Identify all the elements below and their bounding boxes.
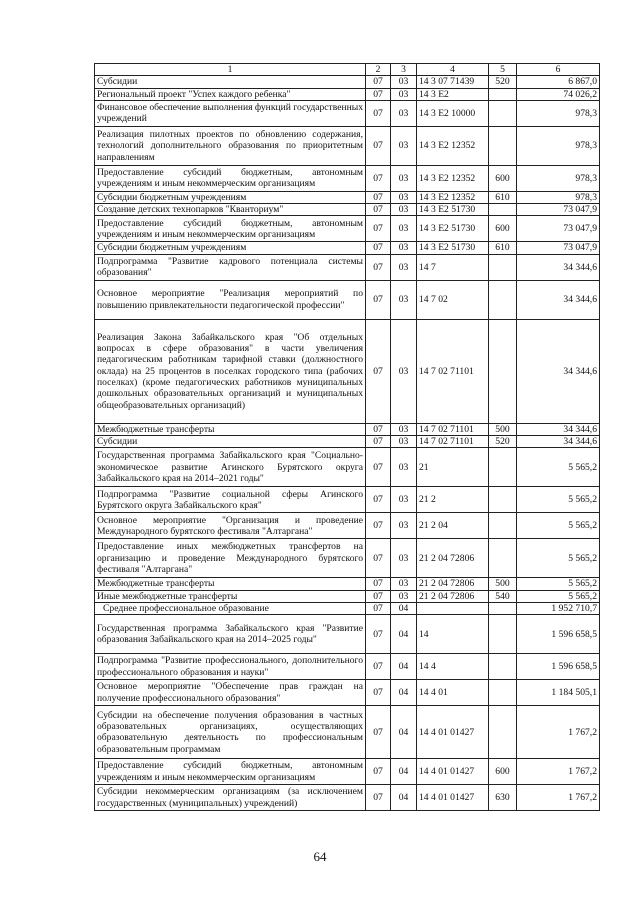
row-section: 07 — [366, 126, 391, 165]
row-amount: 5 565,2 — [517, 539, 600, 578]
table-row — [95, 436, 600, 448]
row-subsection: 03 — [391, 539, 417, 578]
row-expense-type — [489, 513, 517, 539]
row-name: Подпрограмма "Развитие кадрового потенциала системы образования" — [95, 254, 366, 280]
table-row — [95, 204, 600, 216]
row-subsection: 03 — [391, 100, 417, 126]
header-col-1: 1 — [95, 64, 366, 76]
row-expense-type — [489, 487, 517, 513]
row-section: 07 — [366, 423, 391, 435]
row-expense-type — [489, 126, 517, 165]
row-target-code: 21 2 04 72806 — [417, 590, 489, 602]
row-section: 07 — [366, 654, 391, 680]
row-target-code: 21 2 04 72806 — [417, 539, 489, 578]
row-name: Подпрограмма "Развитие социальной сферы Агинского Бурятского округа Забайкальского края" — [95, 487, 366, 513]
row-section: 07 — [366, 759, 391, 785]
table-row — [95, 165, 600, 191]
table-row — [95, 615, 600, 654]
row-section: 07 — [366, 191, 391, 203]
row-subsection: 04 — [391, 680, 417, 706]
row-amount: 34 344,6 — [517, 319, 600, 423]
row-section: 07 — [366, 513, 391, 539]
row-expense-type — [489, 680, 517, 706]
row-expense-type: 600 — [489, 759, 517, 785]
table-row — [95, 759, 600, 785]
row-subsection: 03 — [391, 204, 417, 216]
row-target-code: 14 3 E2 12352 — [417, 165, 489, 191]
row-name: Реализация Закона Забайкальского края "Об отдельных вопросах в сфере образования" в части увеличения педагогическим работникам тарифной ставки (должностного оклада) на 25 процентов в поселках городского типа (рабочих поселках) (кроме педагогических работников муниципальных дошкольных образовательных организаций и муниципальных общеобразовательных организаций) — [95, 319, 366, 423]
row-expense-type: 520 — [489, 436, 517, 448]
table-row — [95, 280, 600, 319]
row-target-code: 14 3 E2 10000 — [417, 100, 489, 126]
row-expense-type: 600 — [489, 165, 517, 191]
row-target-code: 14 3 E2 12352 — [417, 191, 489, 203]
row-amount: 5 565,2 — [517, 448, 600, 487]
row-expense-type: 600 — [489, 216, 517, 242]
table-header-row — [95, 64, 600, 76]
row-subsection: 03 — [391, 126, 417, 165]
row-name: Предоставление иных межбюджетных трансфертов на организацию и проведение Международного бурятского фестиваля "Алтаргана" — [95, 539, 366, 578]
row-section: 07 — [366, 590, 391, 602]
row-section: 07 — [366, 280, 391, 319]
table-row — [95, 448, 600, 487]
row-subsection: 03 — [391, 423, 417, 435]
header-col-6: 6 — [517, 64, 600, 76]
row-name: Субсидии некоммерческим организациям (за исключением государственных (муниципальных) учреждений) — [95, 785, 366, 811]
row-section: 07 — [366, 785, 391, 811]
row-expense-type — [489, 706, 517, 759]
row-amount: 5 565,2 — [517, 590, 600, 602]
row-subsection: 03 — [391, 242, 417, 254]
row-expense-type — [489, 100, 517, 126]
row-target-code: 14 7 02 71101 — [417, 319, 489, 423]
row-name: Государственная программа Забайкальского края "Развитие образования Забайкальского края на 2014–2025 годы" — [95, 615, 366, 654]
row-amount: 73 047,9 — [517, 216, 600, 242]
header-col-5: 5 — [489, 64, 517, 76]
table-row — [95, 654, 600, 680]
row-amount: 1 767,2 — [517, 759, 600, 785]
row-section: 07 — [366, 216, 391, 242]
row-amount: 978,3 — [517, 100, 600, 126]
row-expense-type — [489, 654, 517, 680]
row-subsection: 04 — [391, 602, 417, 614]
row-subsection: 03 — [391, 448, 417, 487]
row-section: 07 — [366, 254, 391, 280]
row-section: 07 — [366, 204, 391, 216]
row-target-code: 14 3 07 71439 — [417, 76, 489, 88]
table-row — [95, 88, 600, 100]
row-target-code: 14 4 01 01427 — [417, 706, 489, 759]
table-row — [95, 513, 600, 539]
row-name: Создание детских технопарков "Кванториум" — [95, 204, 366, 216]
row-name: Субсидии — [95, 76, 366, 88]
header-col-4: 4 — [417, 64, 489, 76]
row-name: Субсидии бюджетным учреждениям — [95, 191, 366, 203]
row-section: 07 — [366, 448, 391, 487]
row-name: Предоставление субсидий бюджетным, автономным учреждениям и иным некоммерческим организациям — [95, 165, 366, 191]
row-target-code: 14 3 E2 12352 — [417, 126, 489, 165]
row-amount: 978,3 — [517, 126, 600, 165]
row-name: Среднее профессиональное образование — [95, 602, 366, 614]
budget-table — [94, 63, 600, 811]
row-name: Субсидии на обеспечение получения образования в частных образовательных организациях, осуществляющих образовательную деятельность по профессиональным образовательным программам — [95, 706, 366, 759]
table-row — [95, 602, 600, 614]
row-subsection: 03 — [391, 76, 417, 88]
row-subsection: 03 — [391, 513, 417, 539]
row-expense-type — [489, 615, 517, 654]
row-amount: 6 867,0 — [517, 76, 600, 88]
row-name: Межбюджетные трансферты — [95, 578, 366, 590]
row-expense-type — [489, 204, 517, 216]
row-amount: 34 344,6 — [517, 280, 600, 319]
row-expense-type: 630 — [489, 785, 517, 811]
row-subsection: 03 — [391, 254, 417, 280]
row-name: Межбюджетные трансферты — [95, 423, 366, 435]
row-target-code: 14 3 E2 51730 — [417, 242, 489, 254]
row-expense-type — [489, 88, 517, 100]
row-subsection: 04 — [391, 785, 417, 811]
row-amount: 1 184 505,1 — [517, 680, 600, 706]
row-target-code: 14 — [417, 615, 489, 654]
row-target-code: 21 2 04 — [417, 513, 489, 539]
row-section: 07 — [366, 88, 391, 100]
row-subsection: 04 — [391, 654, 417, 680]
table-row — [95, 680, 600, 706]
row-section: 07 — [366, 436, 391, 448]
row-target-code: 21 — [417, 448, 489, 487]
table-row — [95, 423, 600, 435]
row-target-code: 14 7 02 — [417, 280, 489, 319]
row-amount: 1 767,2 — [517, 785, 600, 811]
row-subsection: 03 — [391, 487, 417, 513]
table-row — [95, 706, 600, 759]
row-amount: 1 596 658,5 — [517, 654, 600, 680]
row-target-code: 14 4 01 01427 — [417, 759, 489, 785]
row-section: 07 — [366, 706, 391, 759]
row-section: 07 — [366, 76, 391, 88]
row-name: Государственная программа Забайкальского края "Социально-экономическое развитие Агинского Бурятского округа Забайкальского края на 2014–2021 годы" — [95, 448, 366, 487]
row-expense-type — [489, 280, 517, 319]
row-subsection: 03 — [391, 165, 417, 191]
row-target-code: 14 4 01 — [417, 680, 489, 706]
row-name: Основное мероприятие "Реализация мероприятий по повышению привлекательности педагогической профессии" — [95, 280, 366, 319]
row-expense-type: 610 — [489, 191, 517, 203]
row-expense-type: 500 — [489, 578, 517, 590]
row-section: 07 — [366, 242, 391, 254]
row-name: Основное мероприятие "Организация и проведение Международного бурятского фестиваля "Алтаргана" — [95, 513, 366, 539]
row-subsection: 03 — [391, 436, 417, 448]
row-section: 07 — [366, 602, 391, 614]
table-row — [95, 216, 600, 242]
row-name: Региональный проект "Успех каждого ребенка" — [95, 88, 366, 100]
row-amount: 74 026,2 — [517, 88, 600, 100]
table-row — [95, 100, 600, 126]
table-row — [95, 785, 600, 811]
row-subsection: 03 — [391, 191, 417, 203]
table-row — [95, 191, 600, 203]
row-name: Субсидии — [95, 436, 366, 448]
row-expense-type — [489, 254, 517, 280]
table-row — [95, 242, 600, 254]
row-subsection: 03 — [391, 280, 417, 319]
row-section: 07 — [366, 680, 391, 706]
row-subsection: 03 — [391, 590, 417, 602]
row-expense-type: 500 — [489, 423, 517, 435]
row-amount: 5 565,2 — [517, 578, 600, 590]
row-expense-type — [489, 539, 517, 578]
row-subsection: 03 — [391, 578, 417, 590]
row-target-code: 14 4 01 01427 — [417, 785, 489, 811]
row-name: Иные межбюджетные трансферты — [95, 590, 366, 602]
row-subsection: 04 — [391, 615, 417, 654]
table-row — [95, 76, 600, 88]
table-row — [95, 578, 600, 590]
row-subsection: 03 — [391, 319, 417, 423]
row-target-code: 14 3 E2 51730 — [417, 216, 489, 242]
row-amount: 1 596 658,5 — [517, 615, 600, 654]
row-amount: 34 344,6 — [517, 423, 600, 435]
row-expense-type: 520 — [489, 76, 517, 88]
row-name: Субсидии бюджетным учреждениям — [95, 242, 366, 254]
row-section: 07 — [366, 100, 391, 126]
row-section: 07 — [366, 165, 391, 191]
row-amount: 5 565,2 — [517, 513, 600, 539]
row-section: 07 — [366, 578, 391, 590]
row-amount: 5 565,2 — [517, 487, 600, 513]
table-row — [95, 254, 600, 280]
row-target-code — [417, 602, 489, 614]
table-row — [95, 487, 600, 513]
row-name: Основное мероприятие "Обеспечение прав граждан на получение профессионального образования" — [95, 680, 366, 706]
row-expense-type — [489, 319, 517, 423]
row-expense-type: 540 — [489, 590, 517, 602]
row-amount: 34 344,6 — [517, 254, 600, 280]
row-name: Предоставление субсидий бюджетным, автономным учреждениям и иным некоммерческим организациям — [95, 216, 366, 242]
row-name: Подпрограмма "Развитие профессионального, дополнительного профессионального образования и науки" — [95, 654, 366, 680]
row-amount: 978,3 — [517, 191, 600, 203]
row-target-code: 14 3 E2 — [417, 88, 489, 100]
row-expense-type — [489, 448, 517, 487]
row-subsection: 03 — [391, 88, 417, 100]
row-section: 07 — [366, 319, 391, 423]
row-amount: 34 344,6 — [517, 436, 600, 448]
row-target-code: 14 7 02 71101 — [417, 423, 489, 435]
table-row — [95, 126, 600, 165]
row-amount: 73 047,9 — [517, 204, 600, 216]
row-target-code: 21 2 04 72806 — [417, 578, 489, 590]
table-row — [95, 319, 600, 423]
row-section: 07 — [366, 487, 391, 513]
row-amount: 1 952 710,7 — [517, 602, 600, 614]
row-section: 07 — [366, 539, 391, 578]
table-row — [95, 590, 600, 602]
row-target-code: 14 7 02 71101 — [417, 436, 489, 448]
row-subsection: 04 — [391, 759, 417, 785]
row-target-code: 14 3 E2 51730 — [417, 204, 489, 216]
row-amount: 1 767,2 — [517, 706, 600, 759]
row-amount: 978,3 — [517, 165, 600, 191]
header-col-2: 2 — [366, 64, 391, 76]
row-target-code: 14 7 — [417, 254, 489, 280]
table-row — [95, 539, 600, 578]
row-amount: 73 047,9 — [517, 242, 600, 254]
row-target-code: 14 4 — [417, 654, 489, 680]
page-number: 64 — [313, 849, 327, 864]
table-body — [95, 76, 600, 811]
row-subsection: 03 — [391, 216, 417, 242]
row-expense-type: 610 — [489, 242, 517, 254]
row-name: Предоставление субсидий бюджетным, автономным учреждениям и иным некоммерческим организациям — [95, 759, 366, 785]
row-subsection: 04 — [391, 706, 417, 759]
row-name: Финансовое обеспечение выполнения функций государственных учреждений — [95, 100, 366, 126]
row-expense-type — [489, 602, 517, 614]
row-section: 07 — [366, 615, 391, 654]
row-name: Реализация пилотных проектов по обновлению содержания, технологий дополнительного образования по приоритетным направлениям — [95, 126, 366, 165]
header-col-3: 3 — [391, 64, 417, 76]
row-target-code: 21 2 — [417, 487, 489, 513]
